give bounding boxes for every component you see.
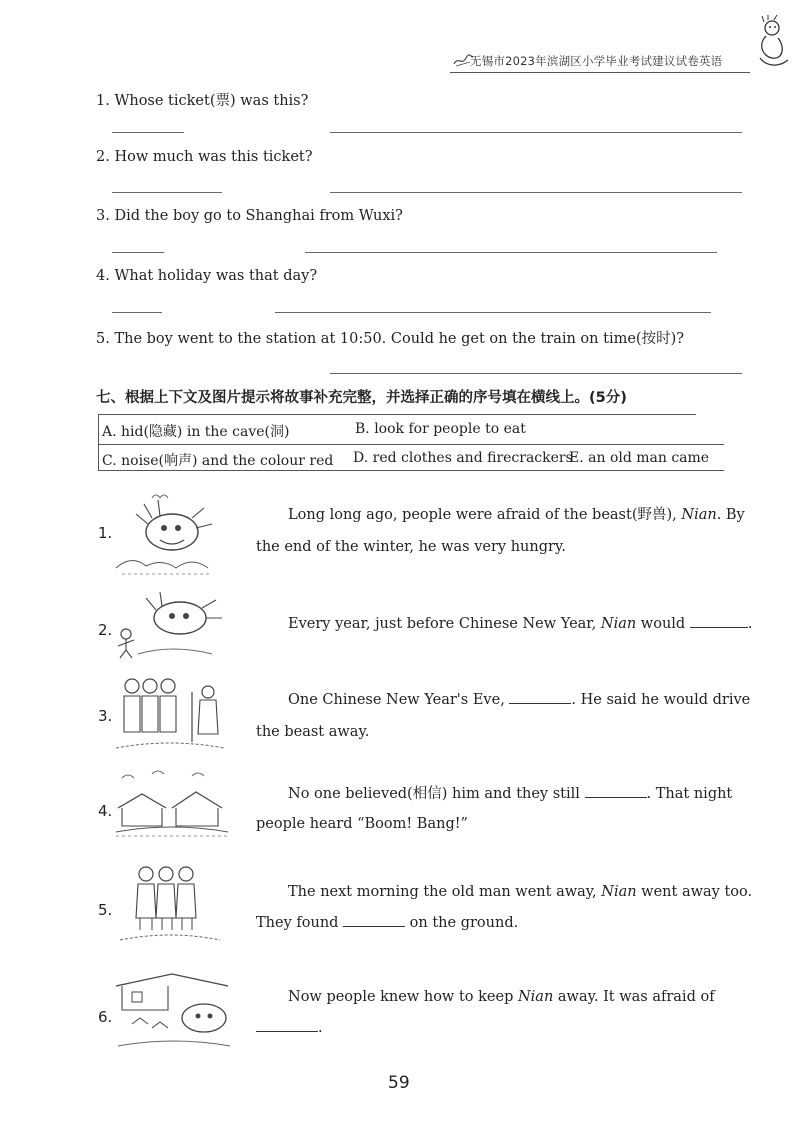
answer-blank[interactable] [509, 703, 571, 704]
answer-line-long [275, 312, 711, 313]
answer-line-long [330, 192, 742, 193]
answer-blank[interactable] [690, 627, 748, 628]
options-box-left [98, 414, 99, 470]
story-6-line-1: Now people knew how to keep Nian away. It was afraid of [288, 989, 715, 1005]
question-number: 3. [96, 208, 110, 224]
story-number-5: 5. [98, 901, 113, 919]
story-1-line-1: Long long ago, people were afraid of the beast(野兽), Nian. By [288, 507, 745, 523]
header-rule [450, 72, 750, 73]
answer-blank[interactable] [256, 1031, 318, 1032]
answer-line-short [112, 312, 162, 313]
question-number: 1. [96, 93, 110, 109]
question-number: 5. [96, 331, 110, 347]
question-number: 2. [96, 149, 110, 165]
question-1 [96, 89, 308, 110]
story-1-line-2: the end of the winter, he was very hungry. [256, 539, 566, 555]
question-4 [96, 268, 317, 284]
options-box-bottom [98, 470, 724, 471]
option-b: B. look for people to eat [355, 421, 526, 437]
answer-line-short [112, 252, 164, 253]
question-2 [96, 149, 313, 165]
option-d: D. red clothes and firecrackers [353, 450, 573, 466]
dragon-beast-illustration [112, 488, 228, 578]
question-text: Did the boy go to Shanghai from Wuxi? [114, 208, 403, 224]
story-6-line-2: . [256, 1021, 323, 1036]
story-5-line-2: They found on the ground. [256, 915, 519, 931]
question-text: The boy went to the station at 10:50. Could he get on the train on time(按时)? [114, 331, 684, 347]
story-number-3: 3. [98, 707, 113, 725]
section-title: 七、根据上下文及图片提示将故事补充完整，并选择正确的序号填在横线上。(5分) [96, 390, 627, 406]
options-box-divider [98, 444, 724, 445]
question-5 [96, 327, 684, 348]
page-number: 59 [388, 1073, 410, 1093]
story-3-line-1: One Chinese New Year's Eve, . He said he would drive [288, 692, 751, 708]
story-number-1: 1. [98, 524, 113, 542]
question-text: What holiday was that day? [114, 268, 318, 284]
question-3 [96, 208, 403, 224]
three-children-illustration [112, 862, 228, 946]
answer-blank[interactable] [343, 926, 405, 927]
option-a: A. hid(隐藏) in the cave(洞) [102, 424, 290, 440]
villagers-and-old-man-illustration [112, 672, 228, 754]
header-title: 无锡市2023年滨湖区小学毕业考试建议试卷英语 [470, 54, 723, 68]
story-2-line-1: Every year, just before Chinese New Year, Nian would . [288, 616, 753, 632]
village-firecrackers-illustration [112, 768, 232, 840]
story-4-line-1: No one believed(相信) him and they still . That night [288, 786, 733, 802]
question-number: 4. [96, 268, 110, 284]
beast-chasing-person-illustration [112, 588, 228, 660]
cartoon-figure-icon [748, 14, 792, 74]
answer-line-short [112, 132, 184, 133]
answer-blank[interactable] [585, 797, 647, 798]
house-and-beast-illustration [112, 966, 236, 1056]
story-3-line-2: the beast away. [256, 724, 370, 740]
story-number-6: 6. [98, 1008, 113, 1026]
story-5-line-1: The next morning the old man went away, Nian went away too. [288, 884, 753, 900]
answer-line-long [330, 373, 742, 374]
option-c: C. noise(响声) and the colour red [102, 453, 334, 469]
options-box-top [98, 414, 696, 415]
answer-line-long [305, 252, 717, 253]
story-4-line-2: people heard “Boom! Bang!” [256, 816, 468, 832]
question-text: Whose ticket(票) was this? [114, 93, 309, 109]
story-number-2: 2. [98, 621, 113, 639]
answer-line-long [330, 132, 742, 133]
answer-line-short [112, 192, 222, 193]
question-text: How much was this ticket? [114, 149, 313, 165]
story-number-4: 4. [98, 802, 113, 820]
option-e: E. an old man came [569, 450, 710, 466]
